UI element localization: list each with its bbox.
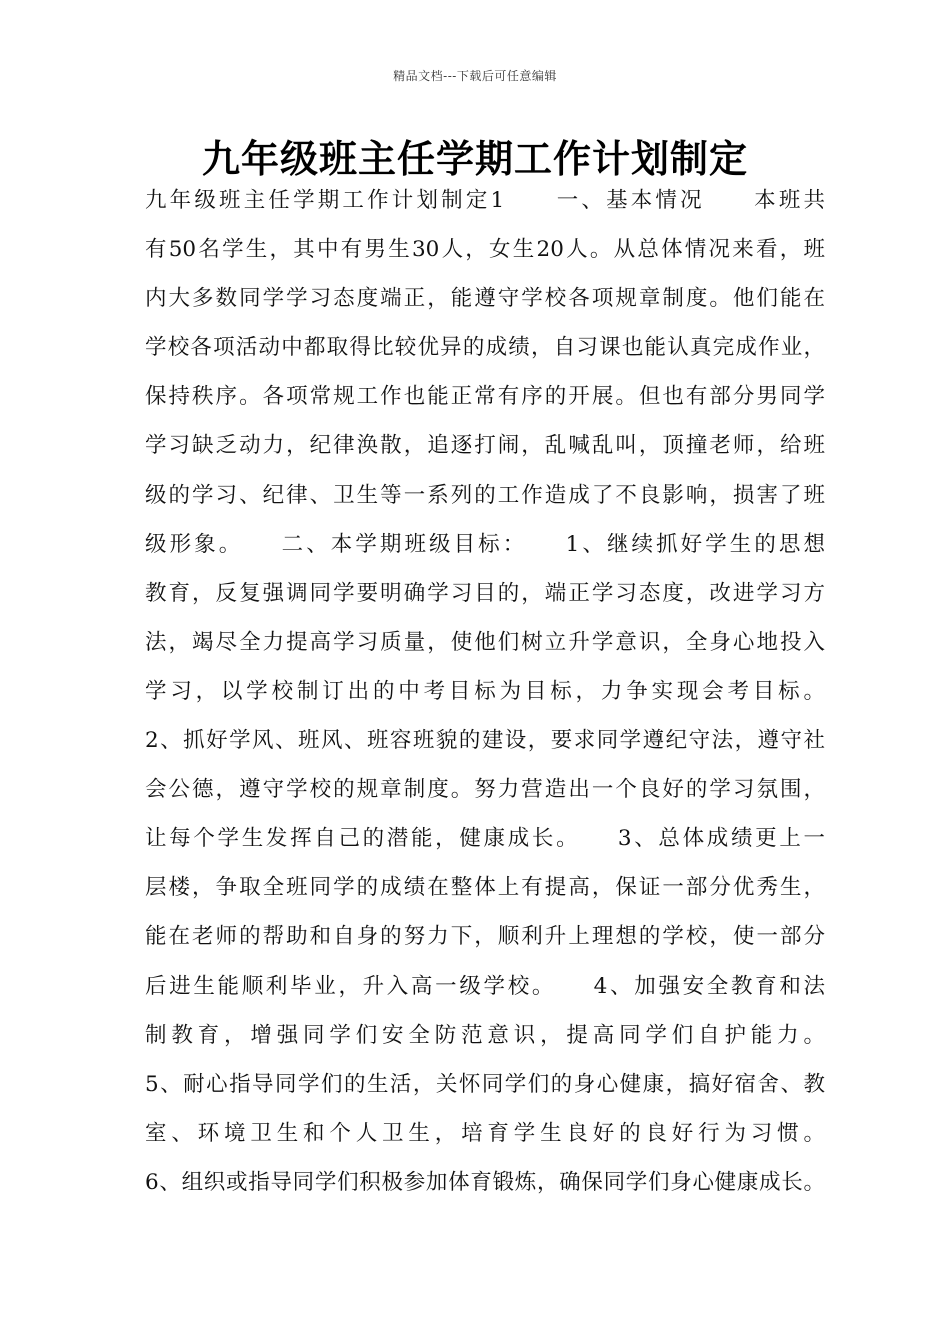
body-line: 会公德，遵守学校的规章制度。努力营造出一个良好的学习氛围， <box>145 777 825 803</box>
body-line: 学校各项活动中都取得比较优异的成绩，自习课也能认真完成作业， <box>145 335 825 361</box>
body-line: 能在老师的帮助和自身的努力下，顺利升上理想的学校，使一部分 <box>145 924 825 950</box>
body-line: 让每个学生发挥自己的潜能，健康成长。 3、总体成绩更上一 <box>145 826 825 852</box>
document-body <box>145 182 825 1213</box>
body-line: 学习，以学校制订出的中考目标为目标，力争实现会考目标。 <box>145 678 825 704</box>
body-line: 有50名学生，其中有男生30人，女生20人。从总体情况来看，班 <box>145 237 825 263</box>
body-line: 级的学习、纪律、卫生等一系列的工作造成了不良影响，损害了班 <box>145 482 825 508</box>
body-line: 6、组织或指导同学们积极参加体育锻炼，确保同学们身心健康成长。 <box>145 1169 825 1195</box>
body-line: 保持秩序。各项常规工作也能正常有序的开展。但也有部分男同学 <box>145 384 825 410</box>
body-line: 内大多数同学学习态度端正，能遵守学校各项规章制度。他们能在 <box>145 286 825 312</box>
body-line: 教育，反复强调同学要明确学习目的，端正学习态度，改进学习方 <box>145 580 825 606</box>
header-watermark: 精品文档---下载后可任意编辑 <box>393 69 557 83</box>
body-line: 九年级班主任学期工作计划制定1 一、基本情况 本班共 <box>145 188 825 213</box>
body-line: 室、环境卫生和个人卫生，培育学生良好的良好行为习惯。 <box>145 1120 825 1146</box>
body-line: 级形象。 二、本学期班级目标： 1、继续抓好学生的思想 <box>145 531 825 557</box>
body-line: 制教育，增强同学们安全防范意识，提高同学们自护能力。 <box>145 1022 825 1048</box>
body-line: 学习缺乏动力，纪律涣散，追逐打闹，乱喊乱叫，顶撞老师，给班 <box>145 433 825 459</box>
body-line: 5、耐心指导同学们的生活，关怀同学们的身心健康，搞好宿舍、教 <box>145 1071 825 1097</box>
body-line: 后进生能顺利毕业，升入高一级学校。 4、加强安全教育和法 <box>145 973 825 999</box>
body-line: 2、抓好学风、班风、班容班貌的建设，要求同学遵纪守法，遵守社 <box>145 728 825 754</box>
body-line: 层楼，争取全班同学的成绩在整体上有提高，保证一部分优秀生， <box>145 875 825 901</box>
body-line: 法，竭尽全力提高学习质量，使他们树立升学意识，全身心地投入 <box>145 629 825 655</box>
document-title: 九年级班主任学期工作计划制定 <box>201 136 748 181</box>
